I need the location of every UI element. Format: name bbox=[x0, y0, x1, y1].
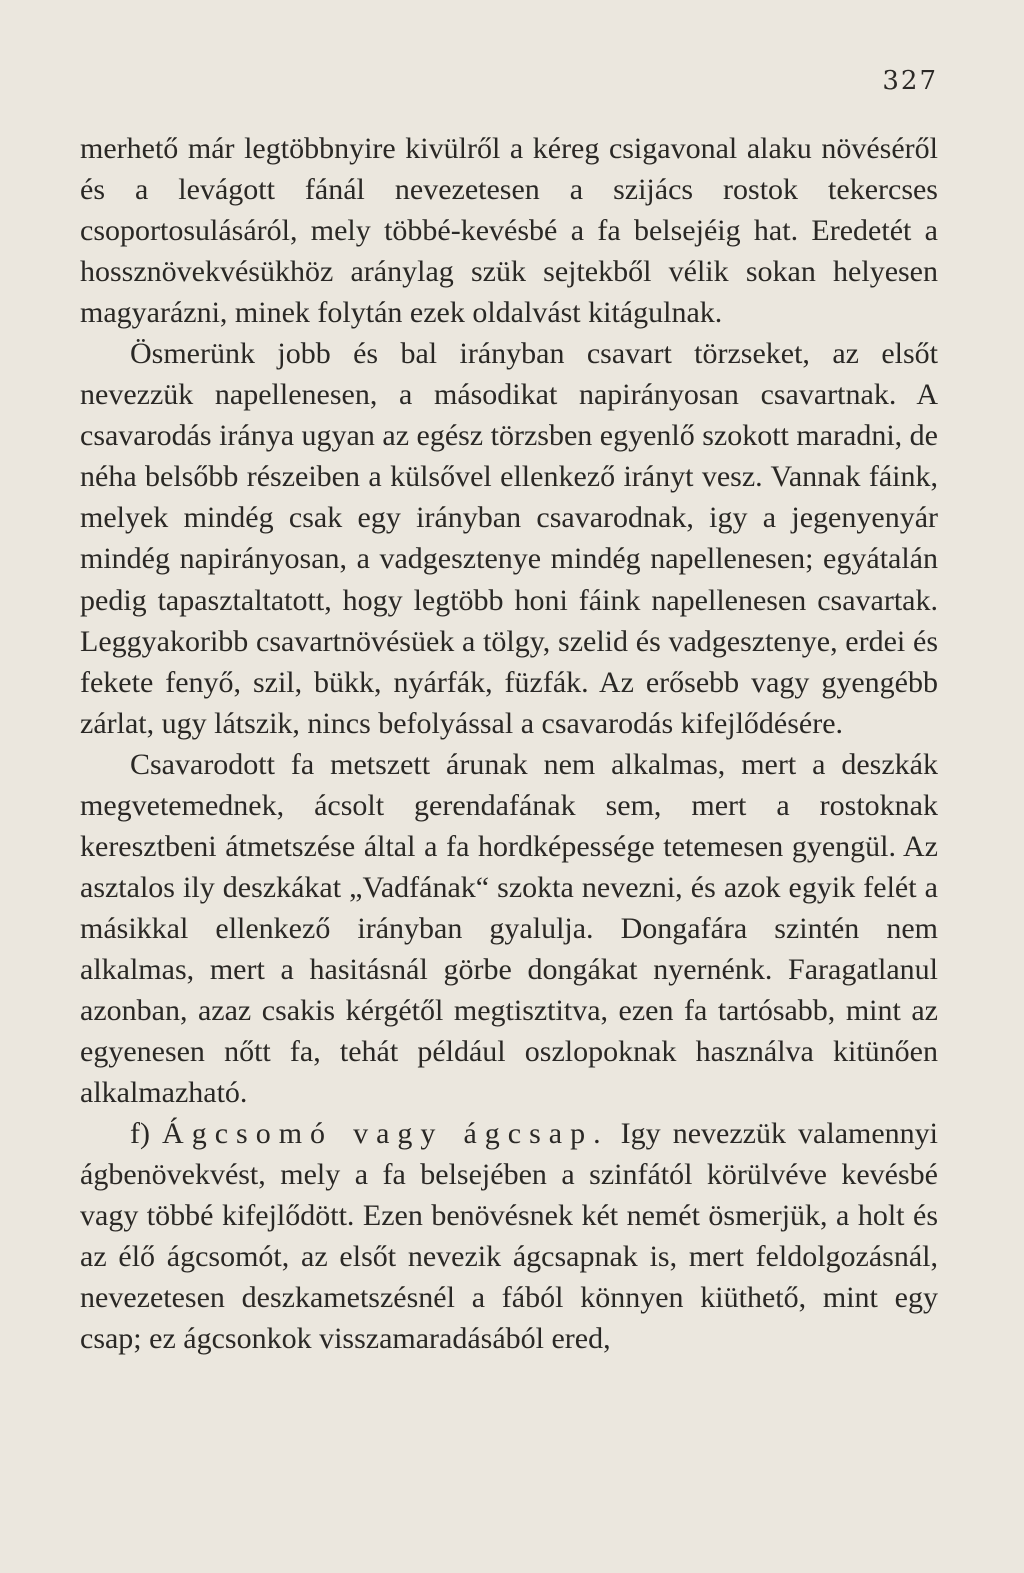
body-text bbox=[80, 128, 938, 1359]
page-number: 327 bbox=[882, 66, 938, 96]
section-paragraph bbox=[80, 1113, 938, 1359]
section-heading: Ágcsomó vagy ágcsap. bbox=[162, 1117, 609, 1151]
paragraph: Ösmerünk jobb és bal irányban csavart törzseket, az elsőt nevezzük napellenesen, a másodikat napirányosan csavartnak. A csavarodás iránya ugyan az egész törzsben egyenlő szokott maradni, de néha belsőbb részeiben a külsővel ellenkező irányt vesz. Vannak fáink, melyek mindég csak egy irányban csavarodnak, igy a jegenyenyár mindég napirányosan, a vadgesztenye mindég napellenesen; egyátalán pedig tapasztaltatott, hogy legtöbb honi fáink napellenesen csavartak. Leggyakoribb csavartnövésüek a tölgy, szelid és vadgesztenye, erdei és fekete fenyő, szil, bükk, nyárfák, füzfák. Az erősebb vagy gyengébb zárlat, ugy látszik, nincs befolyással a csavarodás kifejlődésére. bbox=[80, 337, 938, 740]
section-marker: f) bbox=[130, 1117, 150, 1151]
paragraph: Csavarodott fa metszett árunak nem alkalmas, mert a deszkák megvetemednek, ácsolt gerendafának sem, mert a rostoknak keresztbeni átmetszése által a fa hordképessége tetemesen gyengül. Az asztalos ily deszkákat „Vadfának“ szokta nevezni, és azok egyik felét a másikkal ellenkező irányban gyalulja. Dongafára szintén nem alkalmas, mert a hasitásnál görbe dongákat nyernénk. Faragatlanul azonban, azaz csakis kérgétől megtisztitva, ezen fa tartósabb, mint az egyenesen nőtt fa, tehát például oszlopoknak használva kitünően alkalmazható. bbox=[80, 747, 938, 1110]
paragraph-text: Igy nevezzük valamennyi ágbenövekvést, mely a fa belsejében a szinfától körülvéve kevésbé vagy többé kifejlődött. Ezen benövésnek két nemét ösmerjük, a holt és az élő ágcsomót, az elsőt nevezik ágcsapnak is, mert feldolgozásnál, nevezetesen deszkametszésnél a fából könnyen kiüthető, mint egy csap; ez ágcsonkok visszamaradásából ered, bbox=[80, 1117, 938, 1356]
paragraph: merhető már legtöbbnyire kivülről a kéreg csigavonal alaku növéséről és a levágott fánál nevezetesen a szijács rostok tekercses csoportosulásáról, mely többé-kevésbé a fa belsejéig hat. Eredetét a hossznövekvésükhöz aránylag szük sejtekből vélik sokan helyesen magyarázni, minek folytán ezek oldalvást kitágulnak. bbox=[80, 132, 938, 330]
